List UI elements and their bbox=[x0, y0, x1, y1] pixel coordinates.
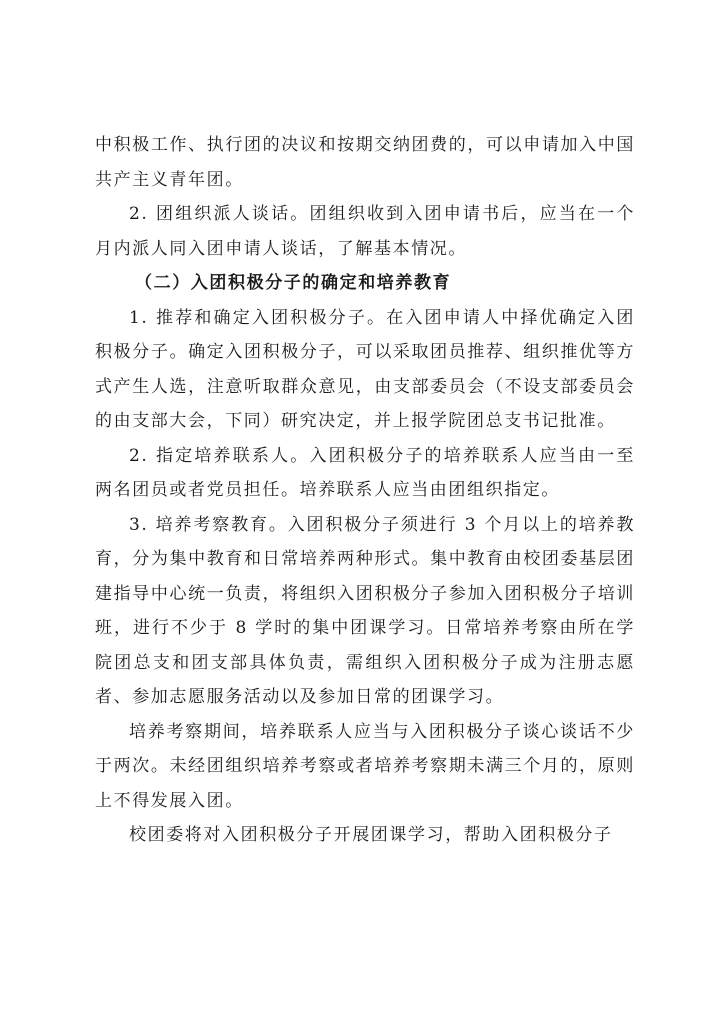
section-heading: （二）入团积极分子的确定和培养教育 bbox=[135, 273, 452, 293]
paragraph-contact-person: 2. 指定培养联系人。入团积极分子的培养联系人应当由一至两名团员或者党员担任。培养联系人应当由团组织指定。 bbox=[95, 445, 635, 500]
paragraph-interview: 2. 团组织派人谈话。团组织收到入团申请书后，应当在一个月内派人同入团申请人谈话，了解基本情况。 bbox=[95, 204, 635, 259]
document-body bbox=[95, 128, 635, 853]
paragraph-continuation: 中积极工作、执行团的决议和按期交纳团费的，可以申请加入中国共产主义青年团。 bbox=[95, 135, 635, 190]
paragraph-training: 3. 培养考察教育。入团积极分子须进行 3 个月以上的培养教育，分为集中教育和日常培养两种形式。集中教育由校团委基层团建指导中心统一负责，将组织入团积极分子参加入团积极分子培训班，进行不少于 8 学时的集中团课学习。日常培养考察由所在学院团总支和团支部具体负责，需组织入团积极分子成为注册志愿者、参加志愿服务活动以及参加日常的团课学习。 bbox=[95, 514, 635, 707]
paragraph-recommend: 1. 推荐和确定入团积极分子。在入团申请人中择优确定入团积极分子。确定入团积极分子，可以采取团员推荐、组织推优等方式产生人选，注意听取群众意见，由支部委员会（不设支部委员会的由支部大会，下同）研究决定，并上报学院团总支书记批准。 bbox=[95, 307, 635, 431]
paragraph-training-period: 培养考察期间，培养联系人应当与入团积极分子谈心谈话不少于两次。未经团组织培养考察或者培养考察期未满三个月的，原则上不得发展入团。 bbox=[95, 721, 635, 811]
paragraph-youth-league-class: 校团委将对入团积极分子开展团课学习，帮助入团积极分子 bbox=[129, 825, 613, 845]
